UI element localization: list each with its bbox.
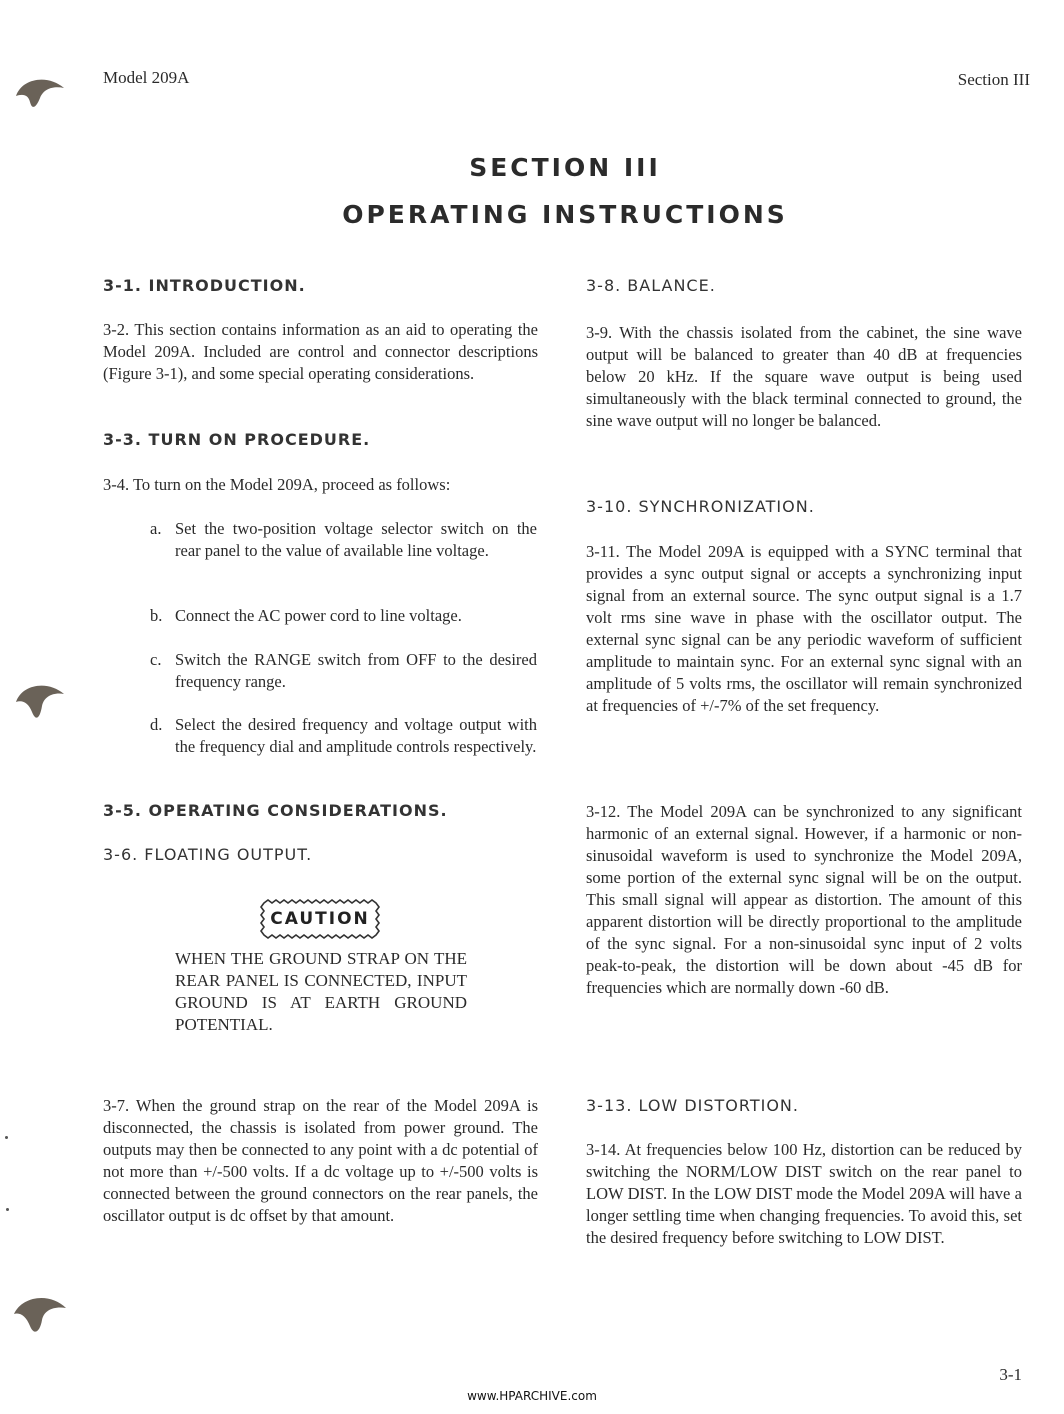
speck: [6, 1208, 9, 1211]
heading-turn-on-procedure: 3-3. TURN ON PROCEDURE.: [103, 430, 371, 449]
speck: [5, 1136, 8, 1139]
section-title: SECTION III: [469, 153, 661, 182]
heading-operating-considerations: 3-5. OPERATING CONSIDERATIONS.: [103, 801, 448, 820]
list-text: Select the desired frequency and voltage output with the frequency dial and amplitude controls respectively.: [175, 715, 537, 756]
list-text: Set the two-position voltage selector switch on the rear panel to the value of available line voltage.: [175, 519, 537, 560]
heading-balance: 3-8. BALANCE.: [586, 276, 716, 295]
list-item: [150, 649, 537, 693]
paragraph-3-11: 3-11. The Model 209A is equipped with a SYNC terminal that provides a sync output signal or accepts a synchronizing input signal from an external source. The sync output signal is a 1.7 volt rms sine wave in phase with the oscillator output. The external sync signal can be any periodic waveform of sufficient amplitude to maintain sync. For an external sync signal with an amplitude of 5 volts rms, the oscillator will remain synchronized at frequencies of +/-7% of the set frequency.: [586, 542, 1022, 715]
paragraph-3-14: 3-14. At frequencies below 100 Hz, distortion can be reduced by switching the NORM/LOW DIST switch on the rear panel to LOW DIST. In the LOW DIST mode the Model 209A will have a longer settling time when changing frequencies. To avoid this, set the desired frequency before switching to LOW DIST.: [586, 1140, 1022, 1247]
heading-synchronization: 3-10. SYNCHRONIZATION.: [586, 497, 815, 516]
paragraph-3-2: 3-2. This section contains information as an aid to operating the Model 209A. Included are control and connector descriptions (Figure 3-1), and some special operating considerations.: [103, 320, 538, 383]
heading-introduction: 3-1. INTRODUCTION.: [103, 276, 306, 295]
caution-text: WHEN THE GROUND STRAP ON THE REAR PANEL IS CONNECTED, INPUT GROUND IS AT EARTH GROUND POTENTIAL.: [175, 949, 467, 1034]
list-item: [150, 714, 537, 758]
paragraph-3-9: 3-9. With the chassis isolated from the cabinet, the sine wave output will be balanced to greater than 40 dB at frequencies below 20 kHz. If the square wave output is being used simultaneously with the black terminal connected to ground, the sine wave output will no longer be balanced.: [586, 323, 1022, 430]
list-letter: d.: [150, 715, 163, 734]
paragraph-3-7: 3-7. When the ground strap on the rear of the Model 209A is disconnected, the chassis is isolated from power ground. The outputs may then be connected to any point with a dc potential of not more than +/-500 volts. If a dc voltage up to +/-500 volts is connected between the ground connectors on the rear panels, the oscillator output is dc offset by that amount.: [103, 1096, 538, 1225]
caution-badge: [260, 899, 380, 939]
caution-label: CAUTION: [270, 909, 370, 929]
paragraph-3-4: 3-4. To turn on the Model 209A, proceed as follows:: [103, 475, 451, 494]
page-number: 3-1: [999, 1365, 1022, 1384]
footer-url: www.HPARCHIVE.com: [467, 1389, 597, 1403]
list-text: Connect the AC power cord to line voltage.: [175, 606, 462, 625]
heading-floating-output: 3-6. FLOATING OUTPUT.: [103, 845, 313, 864]
list-letter: b.: [150, 606, 163, 625]
list-letter: c.: [150, 650, 162, 669]
list-item: [150, 518, 537, 562]
header-model: Model 209A: [103, 68, 190, 87]
list-text: Switch the RANGE switch from OFF to the desired frequency range.: [175, 650, 537, 691]
header-section: Section III: [957, 70, 1030, 89]
section-subtitle: OPERATING INSTRUCTIONS: [342, 200, 788, 229]
paragraph-3-12: 3-12. The Model 209A can be synchronized to any significant harmonic of an external signal. However, if a harmonic or non-sinusoidal waveform is used to synchronize the Model 209A, some portion of the external sync signal will be on the output. This small signal will appear as distortion. The amount of this apparent distortion will be directly proportional to the amplitude of the sync signal. For a non-sinusoidal sync input of 2 volts peak-to-peak, the distortion will be down about -45 dB for frequencies which are normally down -60 dB.: [586, 802, 1022, 997]
heading-low-distortion: 3-13. LOW DISTORTION.: [586, 1096, 799, 1115]
punch-hole-icon: [14, 72, 66, 112]
punch-hole-icon: [14, 678, 66, 724]
list-item: [150, 605, 537, 627]
punch-hole-icon: [12, 1290, 68, 1338]
list-letter: a.: [150, 519, 162, 538]
